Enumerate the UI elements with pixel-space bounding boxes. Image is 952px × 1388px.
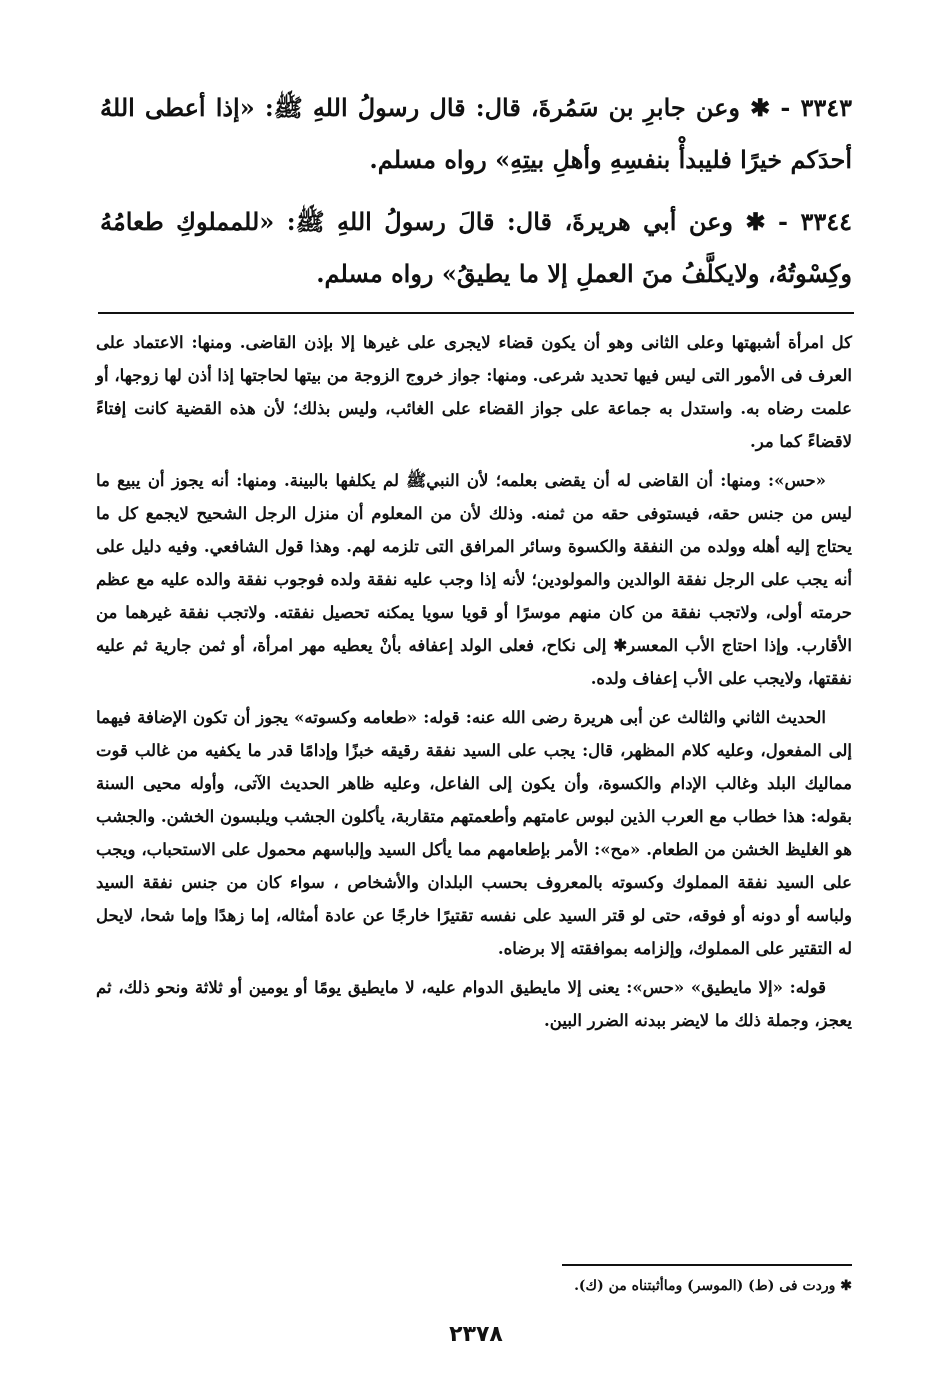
footnote-divider bbox=[562, 1264, 852, 1266]
commentary-paragraph-4: قوله: «إلا مايطيق» «حس»: يعنى إلا مايطيق الدوام عليه، لا مايطيق يومًا أو يومين أو ثلاثة ونحو ذلك، ثم يعجز، وجملة ذلك ما لايضر ببدنه الضرر البين. bbox=[96, 978, 852, 1030]
commentary-paragraph-3: الحديث الثاني والثالث عن أبى هريرة رضى الله عنه: قوله: «طعامه وكسوته» يجوز أن تكون الإضافة فيهما إلى المفعول، وعليه كلام المظهر، قال: يجب على السيد نفقة رقيقه خبزًا وإدامًا قدر ما يكفيه من غالب قوت مماليك البلد وغالب الإدام والكسوة، وأن يكون إلى الفاعل، وعليه ظاهر الحديث الآتى، وأوله محيى السنة بقوله: هذا خطاب مع العرب الذين لبوس عامتهم وأطعمتهم متقاربة، يأكلون الجشب ويلبسون الخشن. والجشب هو الغليظ الخشن من الطعام. «مح»: الأمر بإطعامهم مما يأكل السيد وإلباسهم محمول على الاستحباب، ويجب على السيد نفقة المملوك وكسوته بالمعروف بحسب البلدان والأشخاص ، سواء كان من جنس نفقة السيد ولباسه أو دونه أو فوقه، حتى لو قتر السيد على نفسه تقتيرًا خارجًا عن عادة أمثاله، إما زهدًا وإما شحا، لايحل له التقتير على المملوك، وإلزامه بموافقته إلا برضاه. bbox=[96, 708, 852, 958]
hadith-3343: ٣٣٤٣ - ✱ وعن جابرِ بن سَمُرةَ، قال: قال رسولُ اللهِ ﷺ: «إذا أعطى اللهُ أحدَكم خيرًا فليبدأْ بنفسِهِ وأهلِ بيتِهِ» رواه مسلم. bbox=[100, 93, 852, 174]
commentary-section bbox=[96, 326, 852, 1043]
commentary-paragraph-2: «حس»: ومنها: أن القاضى له أن يقضى بعلمه؛ لأن النبيﷺ لم يكلفها بالبينة. ومنها: أنه يجوز أن يبيع ما ليس من جنس حقه، فيستوفى حقه من ثمنه. وذلك لأن من المعلوم أن منزل الرجل الشحيح لايجمع كل ما يحتاج إليه أهله وولده من النفقة والكسوة وسائر المرافق التى تلزمه لهم. وهذا قول الشافعي. وفيه دليل على أنه يجب على الرجل نفقة الوالدين والمولودين؛ لأنه إذا وجب عليه نفقة ولده فوجوب نفقة والده عليه مع عظم حرمته أولى، ولاتجب نفقة من كان منهم موسرًا أو قويا سويا يمكنه تحصيل نفقته. ولاتجب نفقة غيرهما من الأقارب. وإذا احتاج الأب المعسر✱ إلى نكاح، فعلى الولد إعفافه بأنْ يعطيه مهر امرأة، أو ثمن جارية ثم عليه نفقتها، ولايجب على الأب إعفاف ولده. bbox=[96, 471, 852, 688]
footnote: ✱ وردت فى (ط) (الموسر) وماأثبتناه من (ك). bbox=[574, 1278, 852, 1294]
section-divider bbox=[98, 312, 854, 314]
hadith-3344: ٣٣٤٤ - ✱ وعن أبي هريرةَ، قال: قالَ رسولُ اللهِ ﷺ: «للمملوكِ طعامُهُ وكِسْوتُهُ، ولايكلَّفُ منَ العملِ إلا ما يطيقُ» رواه مسلم. bbox=[100, 207, 852, 288]
hadith-section bbox=[100, 82, 852, 310]
page-number: ٢٣٧٨ bbox=[449, 1322, 503, 1347]
commentary-paragraph-1: كل امرأة أشبهتها وعلى الثانى وهو أن يكون قضاء لايجرى على غيرها إلا بإذن القاضى. ومنها: الاعتماد على العرف فى الأمور التى ليس فيها تحديد شرعى. ومنها: جواز خروج الزوجة من بيتها لحاجتها إذا أذن لها زوجها، أو علمت رضاه به. واستدل به جماعة على جواز القضاء على الغائب، وليس بذلك؛ لأن هذه القضية كانت إفتاءً لاقضاءً كما مر. bbox=[96, 333, 852, 451]
